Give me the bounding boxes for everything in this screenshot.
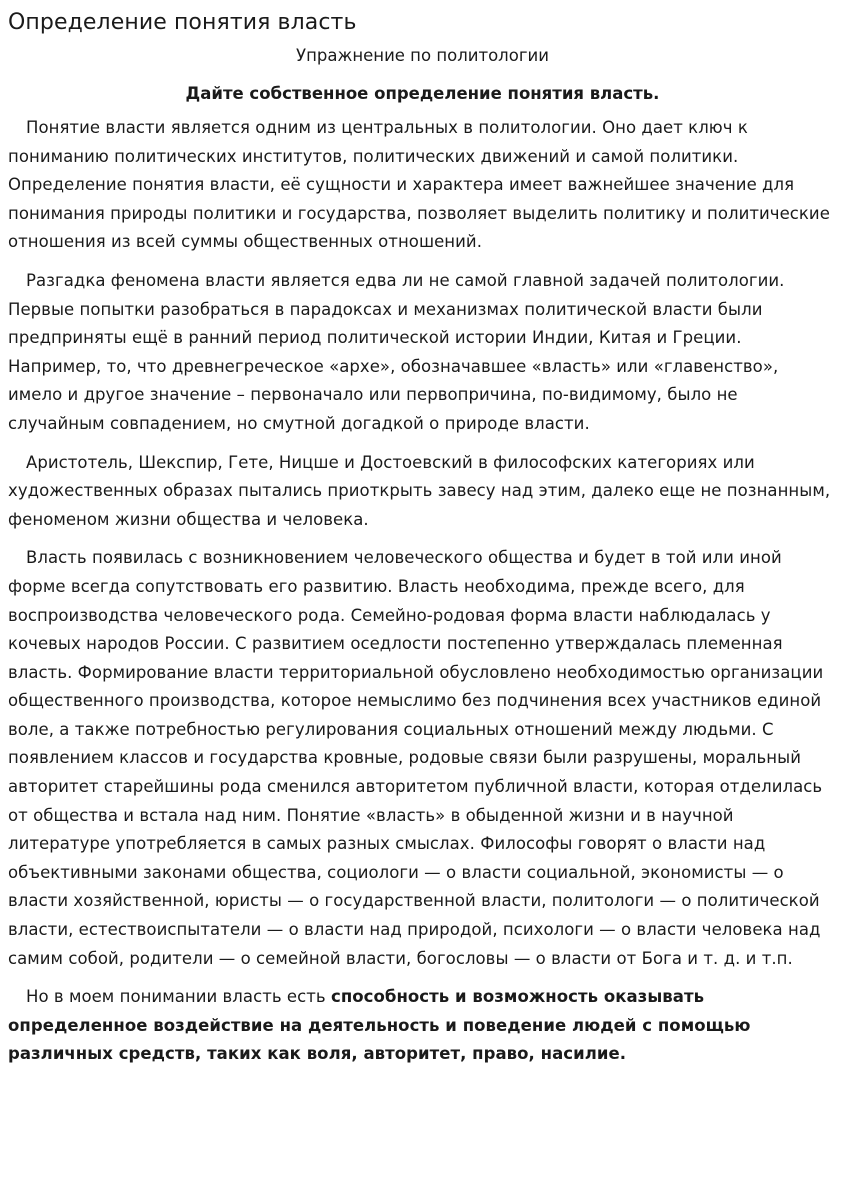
final-lead: Но в моем понимании власть есть	[26, 987, 331, 1007]
document-subtitle: Упражнение по политологии	[296, 46, 549, 65]
paragraph-3: Аристотель, Шекспир, Гете, Ницше и Достоевский в философских категориях или художественных образах пытались приоткрыть завесу над этим, далеко еще не познанным, феноменом жизни общества и человека.	[8, 452, 831, 529]
paragraph-final	[8, 983, 837, 1069]
definition-bold: способность и возможность оказывать определенное воздействие на деятельность и поведение людей с помощью различных средств, таких как воля, авторитет, право, насилие.	[8, 987, 751, 1064]
document-title: Определение понятия власть	[8, 10, 357, 35]
paragraph-2: Разгадка феномена власти является едва ли не самой главной задачей политологии. Первые попытки разобраться в парадоксах и механизмах политической власти были предприняты ещё в ранний период политической истории Индии, Китая и Греции. Например, то, что древнегреческое «архе», обозначавшее «власть» или «главенство», имело и другое значение – первоначало или первопричина, по-видимому, было не случайным совпадением, но смутной догадкой о природе власти.	[8, 270, 785, 433]
paragraph-1: Понятие власти является одним из центральных в политологии. Оно дает ключ к пониманию политических институтов, политических движений и самой политики. Определение понятия власти, её сущности и характера имеет важнейшее значение для понимания природы политики и государства, позволяет выделить политику и политические отношения из всей суммы общественных отношений.	[8, 118, 830, 252]
paragraph-4: Власть появилась с возникновением человеческого общества и будет в той или иной форме всегда сопутствовать его развитию. Власть необходима, прежде всего, для воспроизводства человеческого рода. Семейно-родовая форма власти наблюдалась у кочевых народов России. С развитием оседлости постепенно утверждалась племенная власть. Формирование власти территориальной обусловлено необходимостью организации общественного производства, которое немыслимо без подчинения всех участников единой воле, а также потребностью регулирования социальных отношений между людьми. С появлением классов и государства кровные, родовые связи были разрушены, моральный авторитет старейшины рода сменился авторитетом публичной власти, которая отделилась от общества и встала над ним. Понятие «власть» в обыденной жизни и в научной литературе употребляется в самых разных смыслах. Философы говорят о власти над объективными законами общества, социологи — о власти социальной, экономисты — о власти хозяйственной, юристы — о государственной власти, политологи — о политической власти, естествоиспытатели — о власти над природой, психологи — о власти человека над самим собой, родители — о семейной власти, богословы — о власти от Бога и т. д. и т.п.	[8, 548, 824, 968]
task-statement: Дайте собственное определение понятия власть.	[185, 84, 660, 103]
